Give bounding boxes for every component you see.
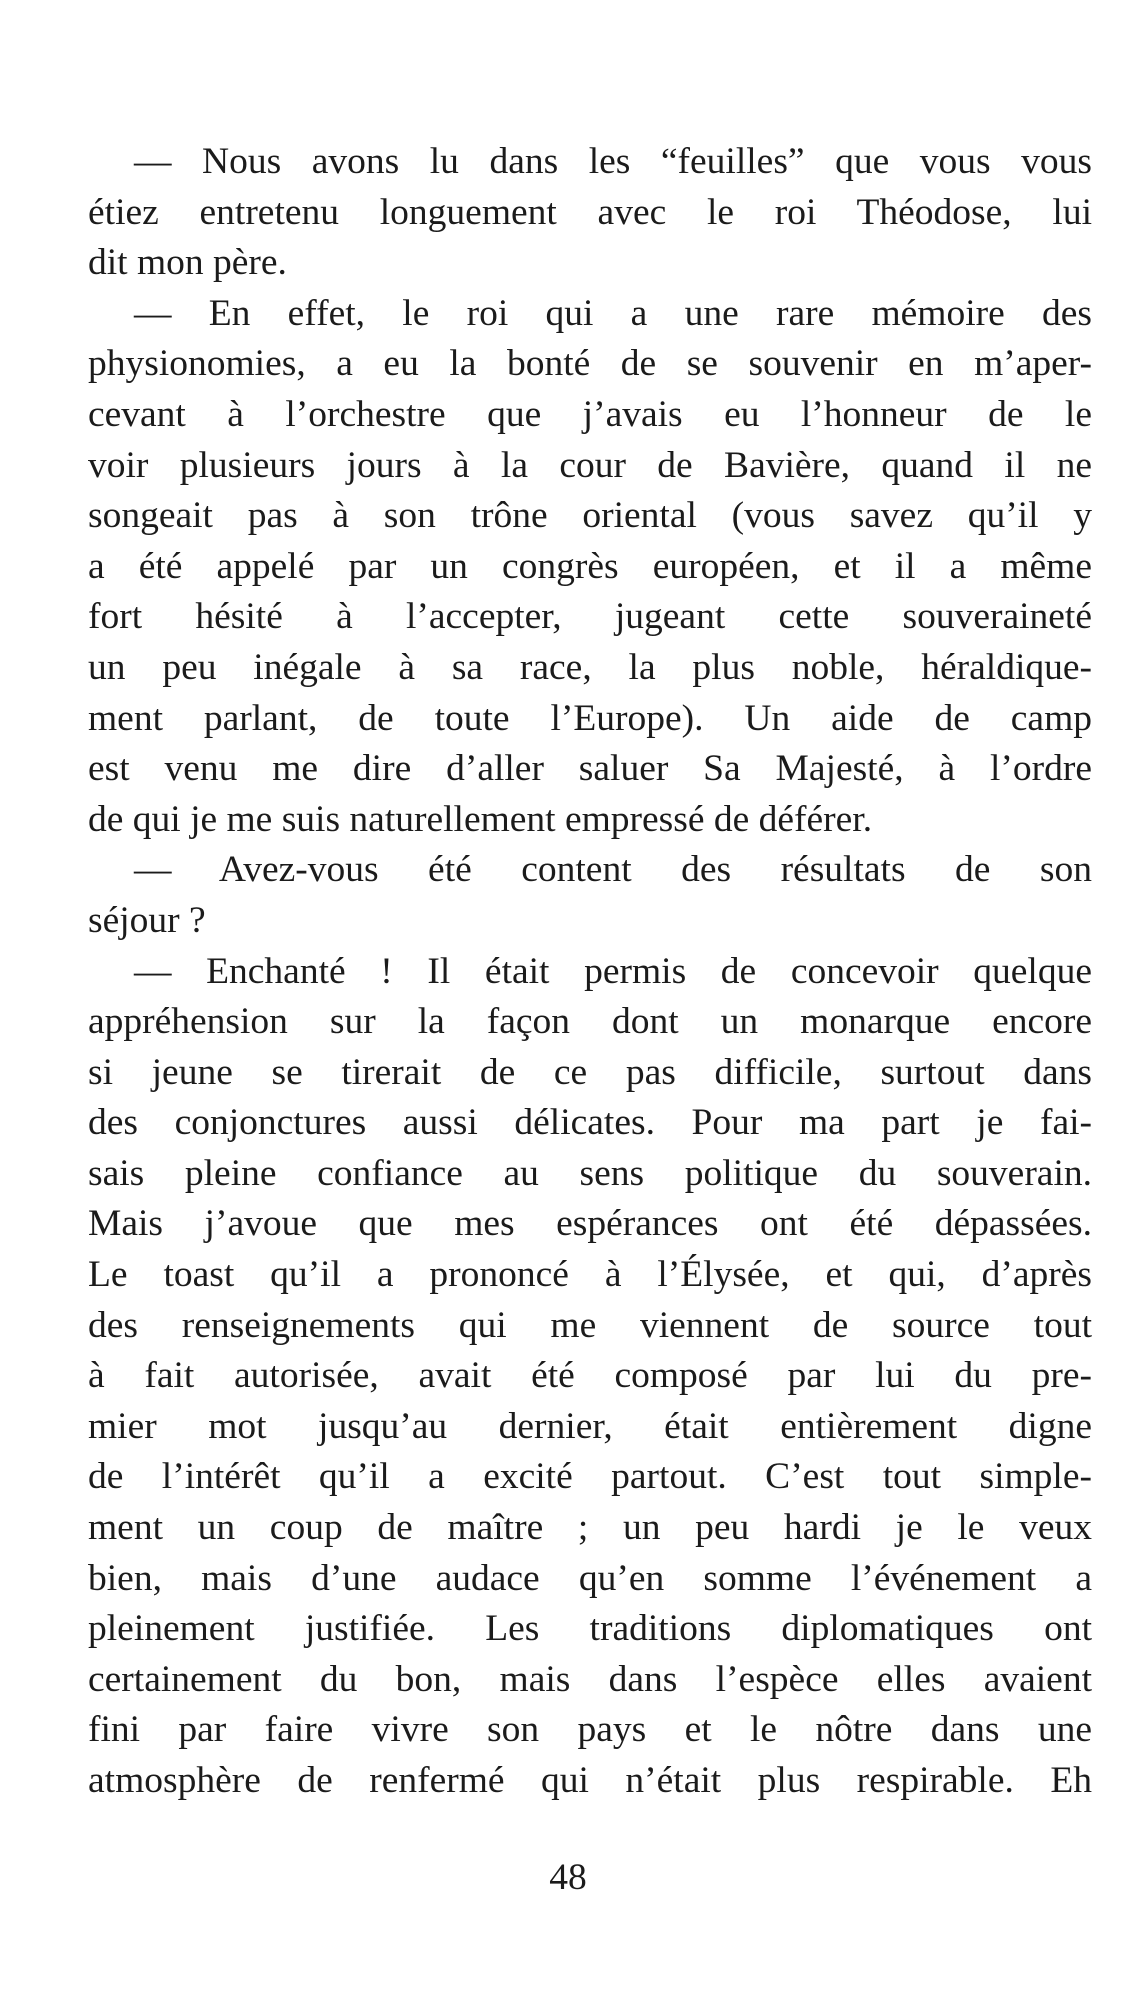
- text-line: fini par faire vivre son pays et le nôtre dans une: [88, 1709, 1092, 1751]
- text-line: un peu inégale à sa race, la plus noble, héraldique-: [88, 646, 1092, 688]
- text-line: ment un coup de maître ; un peu hardi je le veux: [88, 1507, 1092, 1549]
- text-line: bien, mais d’une audace qu’en somme l’événement a: [88, 1557, 1092, 1599]
- text-line: atmosphère de renfermé qui n’était plus respirable. Eh: [88, 1760, 1092, 1801]
- text-line: voir plusieurs jours à la cour de Bavière, quand il ne: [88, 444, 1092, 486]
- text-line: si jeune se tirerait de ce pas difficile, surtout dans: [88, 1051, 1092, 1093]
- text-line: — Enchanté ! Il était permis de concevoir quelque: [134, 950, 1092, 992]
- body-text: [88, 137, 1092, 1807]
- text-line: Le toast qu’il a prononcé à l’Élysée, et qui, d’après: [88, 1254, 1092, 1296]
- text-line: dit mon père.: [88, 242, 287, 284]
- text-line: Mais j’avoue que mes espérances ont été dépassées.: [88, 1203, 1092, 1245]
- text-line: — En effet, le roi qui a une rare mémoire des: [134, 292, 1092, 334]
- text-line: des renseignements qui me viennent de source tout: [88, 1304, 1092, 1346]
- text-line: ment parlant, de toute l’Europe). Un aide de camp: [88, 697, 1092, 739]
- text-line: a été appelé par un congrès européen, et il a même: [88, 545, 1092, 587]
- text-line: pleinement justifiée. Les traditions diplomatiques ont: [88, 1608, 1092, 1650]
- text-line: appréhension sur la façon dont un monarque encore: [88, 1001, 1092, 1043]
- text-line: des conjonctures aussi délicates. Pour ma part je fai-: [88, 1102, 1092, 1144]
- text-line: cevant à l’orchestre que j’avais eu l’honneur de le: [88, 393, 1092, 435]
- text-line: — Avez-vous été content des résultats de son: [134, 849, 1092, 891]
- text-line: certainement du bon, mais dans l’espèce elles avaient: [88, 1658, 1092, 1700]
- text-line: — Nous avons lu dans les “feuilles” que vous vous: [134, 141, 1092, 182]
- text-line: sais pleine confiance au sens politique du souverain.: [88, 1152, 1092, 1194]
- page-number: 48: [549, 1857, 587, 1898]
- text-line: mier mot jusqu’au dernier, était entièrement digne: [88, 1405, 1092, 1447]
- text-line: est venu me dire d’aller saluer Sa Majesté, à l’ordre: [88, 748, 1092, 790]
- text-line: fort hésité à l’accepter, jugeant cette souveraineté: [88, 596, 1092, 638]
- text-line: de l’intérêt qu’il a excité partout. C’est tout simple-: [88, 1456, 1092, 1498]
- text-line: songeait pas à son trône oriental (vous savez qu’il y: [88, 495, 1092, 537]
- text-line: de qui je me suis naturellement empressé de déférer.: [88, 798, 873, 840]
- text-line: à fait autorisée, avait été composé par lui du pre-: [88, 1355, 1092, 1397]
- text-line: séjour ?: [88, 899, 206, 941]
- text-line: étiez entretenu longuement avec le roi Théodose, lui: [88, 191, 1092, 233]
- text-line: physionomies, a eu la bonté de se souvenir en m’aper-: [88, 343, 1092, 385]
